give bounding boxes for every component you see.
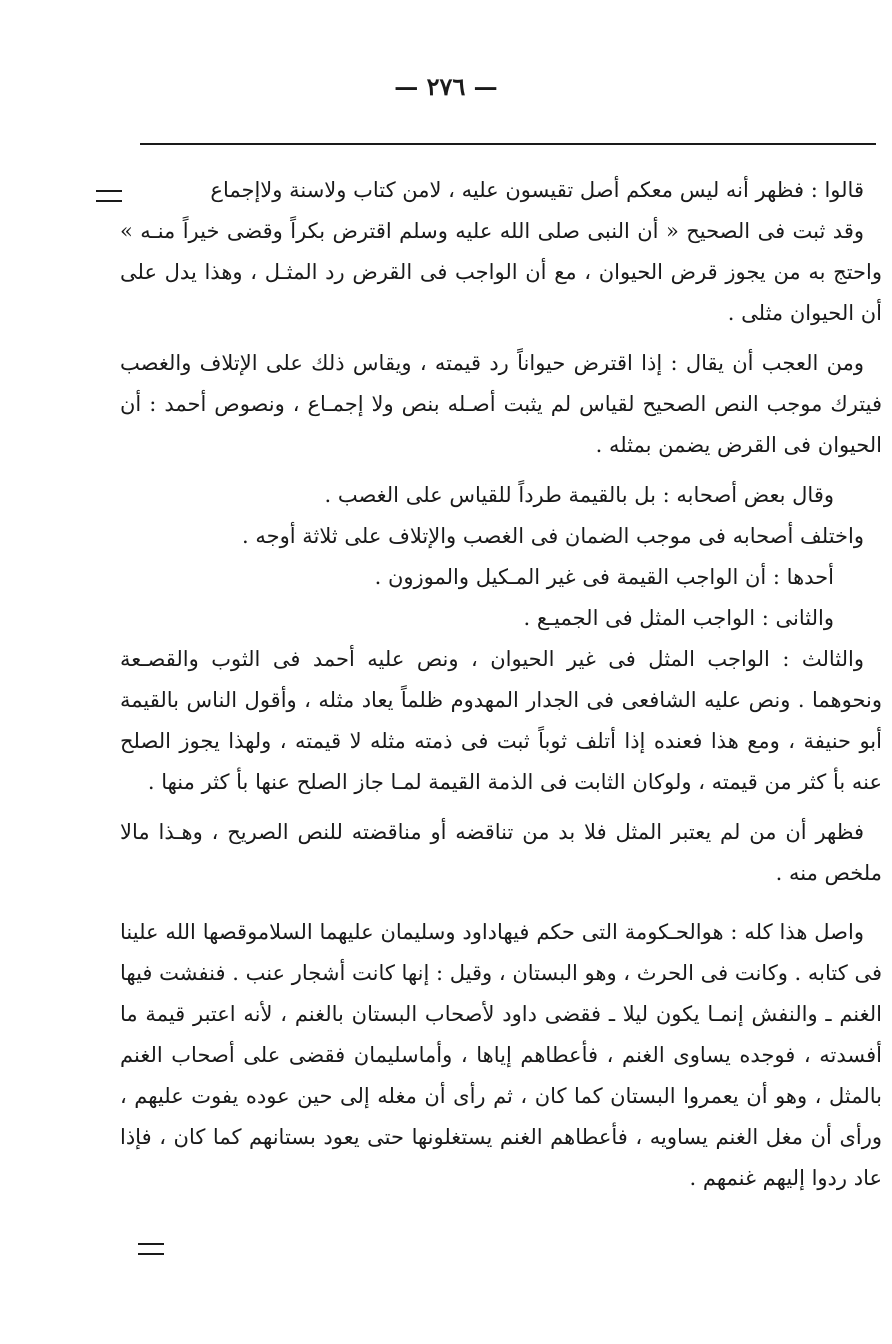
continuation-mark-bottom (138, 1243, 164, 1255)
paragraph: وقال بعض أصحابه : بل بالقيمة طرداً للقياس على الغصب . (324, 483, 834, 507)
body-text (120, 170, 882, 1199)
paragraph: والثانى : الواجب المثل فى الجميـع . (523, 606, 834, 630)
continuation-mark-top (96, 190, 122, 202)
header-rule (140, 143, 876, 145)
paragraph: واصل هذا كله : هوالحـكومة التى حكم فيهاداود وسليمان عليهما السلاموقصها الله علينا فى كتابه . وكانت فى الحرث ، وهو البستان ، وقيل : إنها كانت أشجار عنب . فنفشت فيها الغنم ـ والنفش إنمـا يكون ليلا ـ فقضى داود لأصحاب البستان بالغنم ، لأنه اعتبر قيمة ما أفسدته ، فوجده يساوى الغنم ، فأعطاهم إياها ، وأماسليمان فقضى على أصحاب الغنم بالمثل ، وهو أن يعمروا البستان كما كان ، ثم رأى أن مغله إلى حين عوده يفوت عليهم ، ورأى أن مغل الغنم يساويه ، فأعطاهم الغنم يستغلونها حتى يعود بستانهم كما كان ، فإذا عاد ردوا إليهم غنمهم . (120, 920, 882, 1190)
paragraph: قالوا : فظهر أنه ليس معكم أصل تقيسون عليه ، لامن كتاب ولاسنة ولاإجماع (210, 178, 864, 202)
paragraph: أحدها : أن الواجب القيمة فى غير المـكيل والموزون . (374, 565, 834, 589)
page-number: — ٢٧٦ — (394, 72, 498, 101)
paragraph: فظهر أن من لم يعتبر المثل فلا بد من تناقضه أو مناقضته للنص الصريح ، وهـذا مالا ملخص منه . (120, 820, 882, 885)
paragraph: والثالث : الواجب المثل فى غير الحيوان ، ونص عليه أحمد فى الثوب والقصـعة ونحوهما . ونص عليه الشافعى فى الجدار المهدوم ظلماً يعاد مثله ، وأقول الناس بالقيمة أبو حنيفة ، ومع هذا فعنده إذا أتلف ثوباً ثبت فى ذمته مثله لا قيمته ، ولهذا يجوز الصلح عنه بأ كثر من قيمته ، ولوكان الثابت فى الذمة القيمة لمـا جاز الصلح عنها بأ كثر منها . (120, 647, 882, 794)
paragraph: ومن العجب أن يقال : إذا اقترض حيواناً رد قيمته ، ويقاس ذلك على الإتلاف والغصب فيترك موجب النص الصحيح لقياس لم يثبت أصـله بنص ولا إجمـاع ، ونصوص أحمد : أن الحيوان فى القرض يضمن بمثله . (120, 351, 882, 457)
paragraph: واختلف أصحابه فى موجب الضمان فى الغصب والإتلاف على ثلاثة أوجه . (242, 524, 864, 548)
paragraph: وقد ثبت فى الصحيح « أن النبى صلى الله عليه وسلم اقترض بكراً وقضى خيراً منـه » واحتج به من يجوز قرض الحيوان ، مع أن الواجب فى القرض رد المثـل ، وهذا يدل على أن الحيوان مثلى . (120, 219, 882, 325)
